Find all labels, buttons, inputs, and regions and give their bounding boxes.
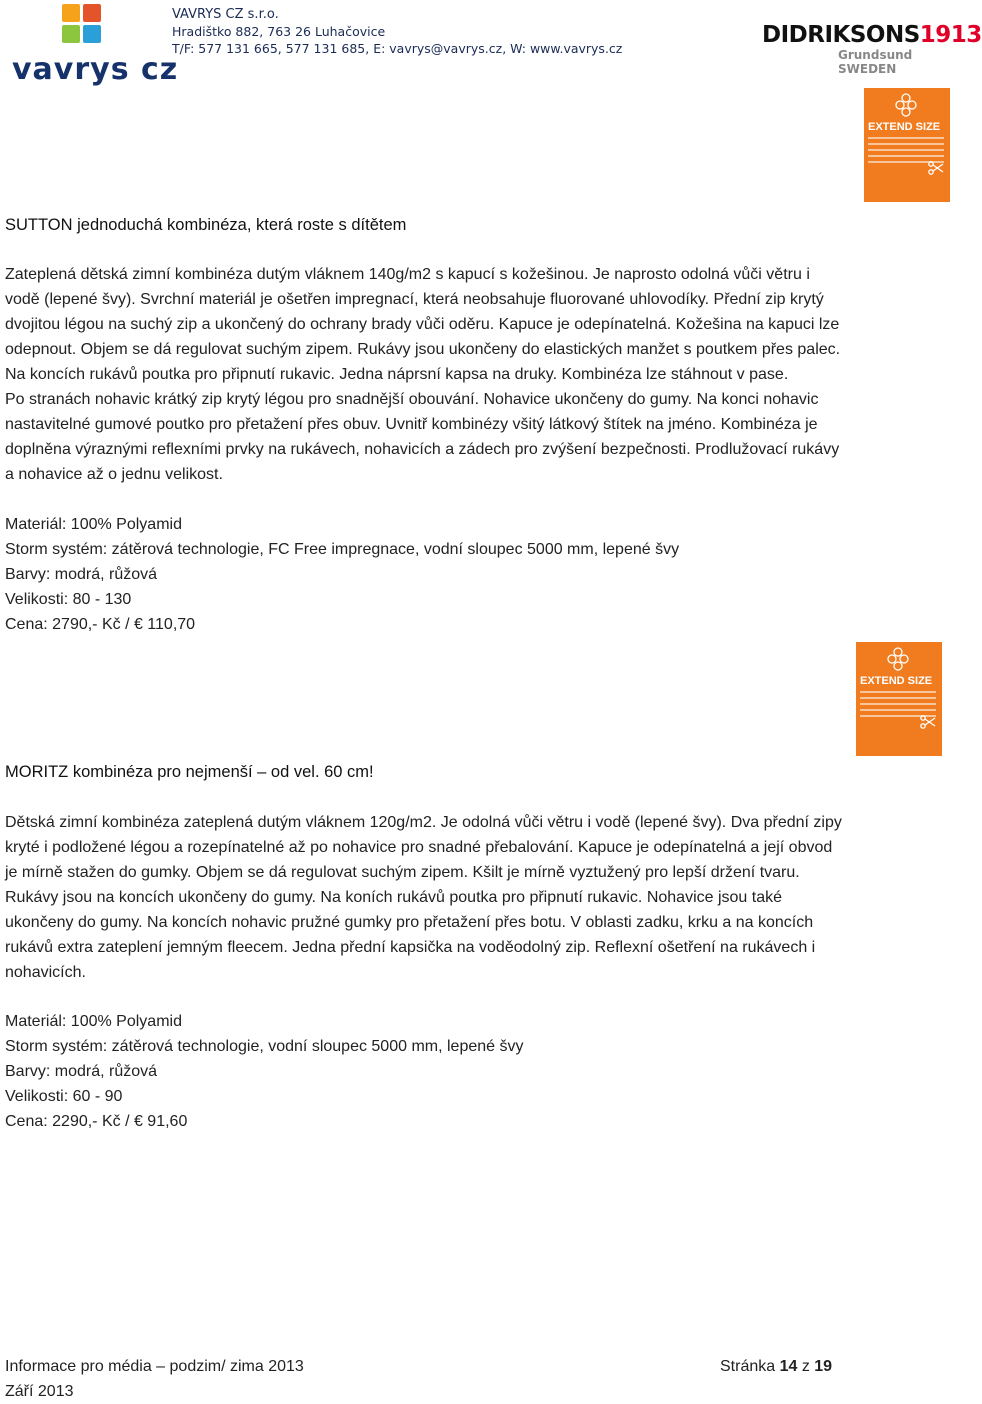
storm-system: Storm systém: zátěrová technologie, vodní sloupec 5000 mm, lepené švy [5,1038,524,1055]
vavrys-logo-text: vavrys cz [12,52,179,87]
material: Materiál: 100% Polyamid [5,516,182,533]
company-info [172,6,622,57]
sizes: Velikosti: 80 - 130 [5,591,132,608]
description-line: Po stranách nohavic krátký zip krytý légou pro snadnější obouvání. Nohavice ukončeny do gumy. Na konci nohavic [5,391,819,408]
colors: Barvy: modrá, růžová [5,566,158,583]
flower-icon [886,646,910,677]
description-line: ukončeny do gumy. Na koncích nohavic pružné gumky pro přetažení přes botu. V oblasti zadku, krku a na koncích [5,914,814,931]
product1-title: SUTTON jednoduchá kombinéza, která roste s dítětem [5,216,407,234]
badge-label: EXTEND SIZE [860,675,933,687]
company-address: Hradištko 882, 763 26 Luhačovice [172,24,386,39]
description-line: Na koncích rukávů poutka pro připnutí rukavic. Jedna náprsní kapsa na druky. Kombinéza lze stáhnout v pase. [5,366,789,383]
colors: Barvy: modrá, růžová [5,1063,158,1080]
description-line: nohavicích. [5,964,86,981]
didriksons-logo [762,22,982,48]
description-line: Dětská zimní kombinéza zateplená dutým vláknem 120g/m2. Je odolná vůči větru i vodě (lepené švy). Dva přední zipy [5,814,842,831]
page-prefix: Stránka [720,1358,780,1375]
product2-specs [5,1009,523,1134]
price: Cena: 2290,- Kč / € 91,60 [5,1113,188,1130]
product2-title: MORITZ kombinéza pro nejmenší – od vel. 60 cm! [5,763,374,781]
brand-year: 1913 [919,22,982,48]
company-name: VAVRYS CZ s.r.o. [172,7,279,22]
storm-system: Storm systém: zátěrová technologie, FC Free impregnace, vodní sloupec 5000 mm, lepené švy [5,541,680,558]
price: Cena: 2790,- Kč / € 110,70 [5,616,196,633]
brand-subtitle: Grundsund SWEDEN [838,48,913,76]
flower-icon [894,92,918,123]
scissors-icon [920,715,936,734]
product1-specs [5,512,679,637]
sizes: Velikosti: 60 - 90 [5,1088,123,1105]
description-line: dvojitou légou na suchý zip a ukončený do ochrany brady vůči oděru. Kapuce je odepínatelná. Kožešina na kapuci lze [5,316,840,333]
brand-name: DIDRIKSONS [762,22,920,48]
description-line: vodě (lepené švy). Svrchní materiál je ošetřen impregnací, která neobsahuje fluorované uhlovodíky. Přední zip krytý [5,291,824,308]
scissors-icon [928,161,944,180]
description-line: rukávů extra zateplení jemným fleecem. Jedna přední kapsička na voděodolný zip. Reflexní ošetření na rukávech i [5,939,816,956]
extend-size-badge [856,642,942,756]
product2-description [5,810,957,985]
description-line: a nohavice až o jednu velikost. [5,466,223,483]
description-line: nastavitelné gumové poutko pro přetažení přes obuv. Uvnitř kombinézy všitý látkový štítek na jméno. Kombinéza je [5,416,818,433]
footer-title: Informace pro média – podzim/ zima 2013 [5,1358,304,1375]
footer-date: Září 2013 [5,1383,74,1400]
page-of: z [797,1358,815,1375]
material: Materiál: 100% Polyamid [5,1013,182,1030]
page-total: 19 [814,1358,833,1375]
description-line: Zateplená dětská zimní kombinéza dutým vláknem 140g/m2 s kapucí s kožešinou. Je naprosto odolná vůči větru i [5,266,810,283]
description-line: kryté i podložené légou a rozepínatelné až po nohavice pro snadné přebalování. Kapuce je odepínatelná a její obvod [5,839,833,856]
description-line: doplněna výraznými reflexními prvky na rukávech, nohavicích a zádech pro zvýšení bezpečnosti. Prodlužovací rukávy [5,441,840,458]
product1-description [5,262,957,487]
description-line: je mírně stažen do gumky. Objem se dá regulovat suchým zipem. Kšilt je mírně vyztužený pro lepší držení tvaru. [5,864,800,881]
page-number [720,1358,832,1376]
extend-size-badge [864,88,950,202]
badge-label: EXTEND SIZE [868,121,941,133]
description-line: Rukávy jsou na koncích ukončeny do gumy. Na koních rukávů poutka pro připnutí rukavic. Nohavice jsou také [5,889,783,906]
description-line: odepnout. Objem se dá regulovat suchým zipem. Rukávy jsou ukončeny do elastických manžet s poutkem přes palec. [5,341,841,358]
page-current: 14 [779,1358,798,1375]
vavrys-logo-mark [62,4,102,52]
company-contact: T/F: 577 131 665, 577 131 685, E: vavrys@vavrys.cz, W: www.vavrys.cz [172,41,623,56]
